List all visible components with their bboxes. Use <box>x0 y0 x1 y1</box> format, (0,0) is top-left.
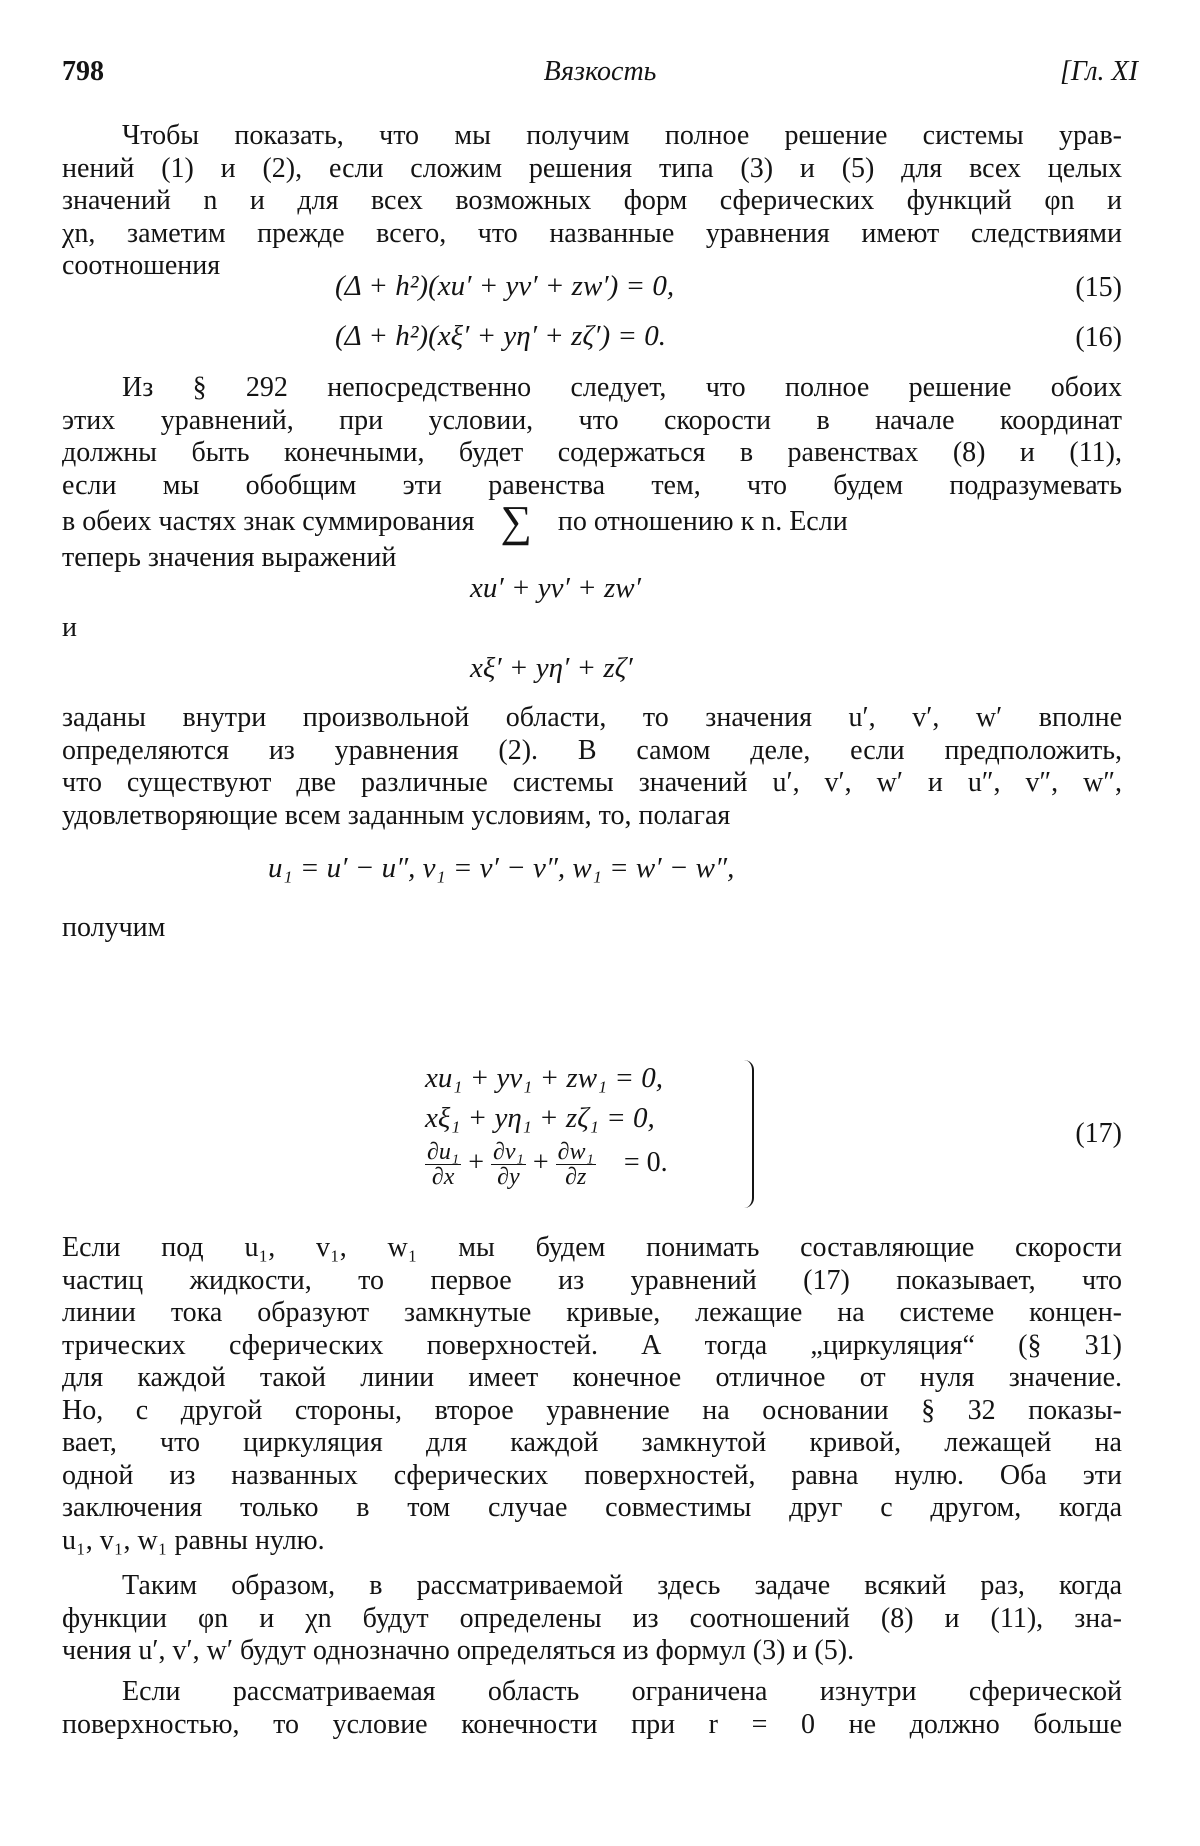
expression-1: xu′ + yv′ + zw′ <box>470 572 641 604</box>
paragraph-5 <box>62 1570 1122 1668</box>
equals-zero: = 0. <box>623 1146 668 1178</box>
text-line: трических сферических поверхностей. А тогда „циркуляция“ (§ 31) <box>62 1329 1122 1361</box>
text-line: что существуют две различные системы значений u′, v′, w′ и u″, v″, w″, <box>62 767 1122 798</box>
paragraph-2 <box>62 372 1122 575</box>
equation-16-number: (16) <box>1075 322 1122 353</box>
paragraph-6 <box>62 1676 1122 1741</box>
right-brace <box>740 1060 754 1208</box>
fraction-dw-dz: $\frac{\text{∂w₁}}{\partial z}$ <box>557 1139 594 1190</box>
summation-symbol: ∑ <box>500 497 532 546</box>
text-line: линии тока образуют замкнутые кривые, лежащие на системе концен- <box>62 1297 1122 1328</box>
text-line: значений n и для всех возможных форм сферических функций φn и <box>62 185 1122 216</box>
text-line: удовлетворяющие всем заданным условиям, то, полагая <box>62 799 731 831</box>
text-line: для каждой такой линии имеет конечное отличное от нуля значение. <box>62 1362 1122 1393</box>
running-title: Вязкость <box>543 56 657 87</box>
text-line: заданы внутри произвольной области, то значения u′, v′, w′ вполне <box>62 702 1122 733</box>
expression-2: xξ′ + yη′ + zζ′ <box>470 652 633 684</box>
equation-15: (Δ + h²)(xu′ + yv′ + zw′) = 0, <box>335 270 675 302</box>
paragraph-4 <box>62 1232 1122 1557</box>
text-line: χn, заметим прежде всего, что названные уравнения имеют следствиями <box>62 217 1122 249</box>
text-line: поверхностью, то условие конечности при r = 0 не должно больше <box>62 1708 1122 1740</box>
text-line: получим <box>62 912 166 943</box>
conjunction-and: и <box>62 612 77 643</box>
equation-differences: u₁ = u′ − u″, v₁ = v′ − v″, w₁ = w′ − w″, <box>268 852 735 884</box>
paragraph-1 <box>62 120 1122 283</box>
text-line: соотношения <box>62 250 221 281</box>
equation-17-line-2: xξ₁ + yη₁ + zζ₁ = 0, <box>425 1102 655 1134</box>
paragraph-3 <box>62 702 1122 832</box>
text-line: Чтобы показать, что мы получим полное решение системы урав- <box>122 120 1122 151</box>
page-number: 798 <box>62 56 104 87</box>
chapter-label: [Гл. XI <box>1060 56 1138 87</box>
text-line: определяются из уравнения (2). В самом деле, если предположить, <box>62 734 1122 766</box>
running-header <box>62 56 1138 96</box>
text-line: если мы обобщим эти равенства тем, что будем подразумевать <box>62 469 1122 501</box>
equation-17-line-1: xu₁ + yv₁ + zw₁ = 0, <box>425 1062 663 1094</box>
word-poluchim <box>62 912 262 945</box>
equation-17-number: (17) <box>1075 1118 1122 1149</box>
equation-16: (Δ + h²)(xξ′ + yη′ + zζ′) = 0. <box>335 320 666 352</box>
fraction-du-dx: $\frac{\text{∂u₁}}{\partial x}$ <box>427 1139 460 1190</box>
text-line: Но, с другой стороны, второе уравнение на основании § 32 показы- <box>62 1394 1122 1426</box>
text-line: u₁, v₁, w₁ равны нулю. <box>62 1524 325 1556</box>
text-line: теперь значения выражений <box>62 542 397 573</box>
text-line: функции φn и χn будут определены из соотношений (8) и (11), зна- <box>62 1602 1122 1634</box>
fraction-dv-dy: $\frac{\text{∂v₁}}{\partial y}$ <box>493 1139 524 1190</box>
text-fragment: в обеих частях знак суммирования <box>62 506 475 537</box>
text-line: чения u′, v′, w′ будут однозначно определяться из формул (3) и (5). <box>62 1635 855 1666</box>
text-line: нений (1) и (2), если сложим решения типа (3) и (5) для всех целых <box>62 152 1122 184</box>
text-line: частиц жидкости, то первое из уравнений (17) показывает, что <box>62 1264 1122 1296</box>
equation-15-number: (15) <box>1075 272 1122 303</box>
text-line-sigma <box>62 497 1122 546</box>
text-fragment: по отношению к n. Если <box>557 506 848 537</box>
text-line: Таким образом, в рассматриваемой здесь задаче всякий раз, когда <box>122 1570 1122 1601</box>
equation-17-line-3: $\frac{\text{∂u₁}}{\partial x}$ + $\frac{\text{∂v₁}}{\partial y}$ + $\frac{\text{∂w₁}}{\partial z}$ = 0. <box>427 1139 668 1190</box>
text-line: одной из названных сферических поверхностей, равна нулю. Оба эти <box>62 1459 1122 1491</box>
text-line: этих уравнений, при условии, что скорости в начале координат <box>62 404 1122 436</box>
text-line: вает, что циркуляция для каждой замкнутой кривой, лежащей на <box>62 1427 1122 1458</box>
text-line: Из § 292 непосредственно следует, что полное решение обоих <box>122 372 1122 403</box>
text-line: заключения только в том случае совместимы друг с другом, когда <box>62 1492 1122 1523</box>
text-line: Если под u₁, v₁, w₁ мы будем понимать составляющие скорости <box>62 1232 1122 1263</box>
text-line: должны быть конечными, будет содержаться в равенствах (8) и (11), <box>62 437 1122 468</box>
text-line: Если рассматриваемая область ограничена изнутри сферической <box>122 1676 1122 1707</box>
